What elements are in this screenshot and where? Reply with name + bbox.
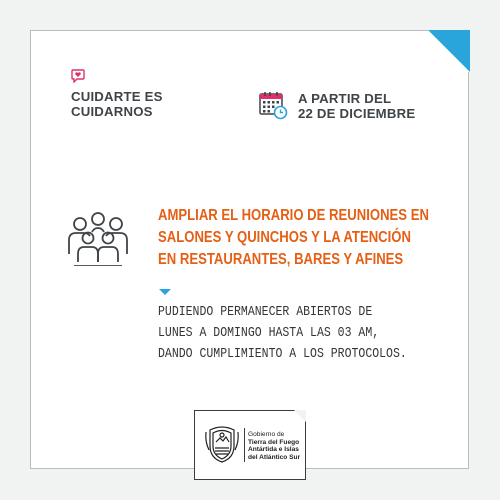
date-line-2: 22 DE DICIEMBRE xyxy=(298,105,416,121)
headline-line-1: AMPLIAR EL HORARIO DE REUNIONES EN xyxy=(158,207,429,224)
body-line-1: PUDIENDO PERMANECER ABIERTOS DE xyxy=(158,305,373,320)
logo-line-2: Tierra del Fuego xyxy=(248,438,300,446)
headline xyxy=(158,205,429,271)
logo-divider xyxy=(244,428,245,462)
date-label xyxy=(298,92,415,121)
headline-line-3: EN RESTAURANTES, BARES Y AFINES xyxy=(158,251,404,268)
corner-tab-blue xyxy=(428,30,470,72)
logo-line-3: Antártida e Islas xyxy=(248,446,299,454)
down-triangle-icon xyxy=(159,289,171,295)
date-line-1: A PARTIR DEL xyxy=(298,91,392,106)
headline-line-2: SALONES Y QUINCHOS Y LA ATENCIÓN xyxy=(158,229,411,246)
government-logo xyxy=(194,410,306,480)
people-group-icon xyxy=(66,210,130,266)
brand-slogan xyxy=(71,90,163,119)
body-line-2: LUNES A DOMINGO HASTA LAS 03 AM, xyxy=(158,326,380,341)
body-text xyxy=(158,302,433,365)
logo-line-1: Gobierno de xyxy=(248,431,285,438)
brand-line-2: CUIDARNOS xyxy=(71,103,153,119)
body-line-3: DANDO CUMPLIMIENTO A LOS PROTOCOLOS. xyxy=(158,347,407,362)
date-block xyxy=(258,90,458,130)
calendar-clock-icon xyxy=(258,90,288,120)
logo-text xyxy=(248,431,300,461)
logo-fold xyxy=(294,410,306,422)
logo-line-4: del Atlántico Sur xyxy=(248,453,301,461)
provincial-seal-icon xyxy=(204,424,240,464)
brand-line-1: CUIDARTE ES xyxy=(71,89,163,104)
heart-chat-icon xyxy=(71,69,85,83)
